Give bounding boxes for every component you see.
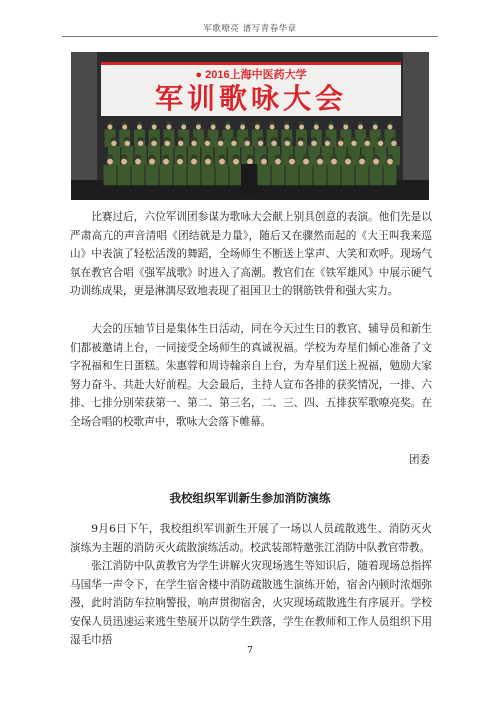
running-header: 军歌嘹亮 谱写青春华章 xyxy=(203,24,297,34)
header-rule xyxy=(62,36,438,37)
banner-title-text: 军训歌咏大会 xyxy=(154,82,348,115)
article2-paragraph-2: 张江消防中队黄教官为学生讲解火灾现场逃生等知识后，随着现场总指挥马国华一声令下，在学生宿舍楼中消防疏散逃生演练开始，宿舍内顿时浓烟弥漫，此时消防车拉响警报，响声贯彻宿舍，火灾现场疏散逃生有序展开。学校安保人员迅速运来逃生垫展开以防学生跌落，学生在教师和工作人员组织下用湿毛巾捂 xyxy=(70,560,432,647)
banner-year-text: ● 2016上海中医药大学 xyxy=(195,69,307,81)
article2-paragraph-1: 9月6日下午，我校组织军训新生开展了一场以人员疏散逃生、消防灭火演练为主题的消防灭火疏散演练活动。校武装部特邀张江消防中队教官带教。 xyxy=(70,523,432,554)
article1-paragraph-1: 比赛过后，六位军训团参谋为歌咏大会献上别具创意的表演。他们先是以严肃高亢的声音清唱《团结就是力量》，随后又在骤然而起的《大王叫我来巡山》中表演了轻松活泼的舞蹈，全场师生不断送上掌声、大笑和欢呼。现场气氛在教官合唱《强军战歌》时进入了高潮。教官们在《铁军雄风》中展示硬气功训练成果，更是淋漓尽致地表现了祖国卫士的钢筋铁骨和强大实力。 xyxy=(70,211,432,298)
page-number: 7 xyxy=(247,646,253,656)
article1-signature: 团委 xyxy=(408,454,430,466)
event-photo xyxy=(71,52,429,200)
article2-title: 我校组织军训新生参加消防演练 xyxy=(169,491,331,505)
article1-paragraph-2: 大会的压轴节目是集体生日活动，同在今天过生日的教官、辅导员和新生们都被邀请上台，一同接受全场师生的真诚祝福。学校为寿星们倾心准备了文字祝福和生日蛋糕。朱惠蓉和周诗翰亲自上台，为寿星们送上祝福，勉励大家努力奋斗、共赴大好前程。大会最后，主持人宣布各排的获奖情况，一排、六排、七排分别荣获第一、第二、第三名，二、三、四、五排获军歌嘹亮奖。在全场合唱的校歌声中，歌咏大会落下帷幕。 xyxy=(70,323,432,428)
